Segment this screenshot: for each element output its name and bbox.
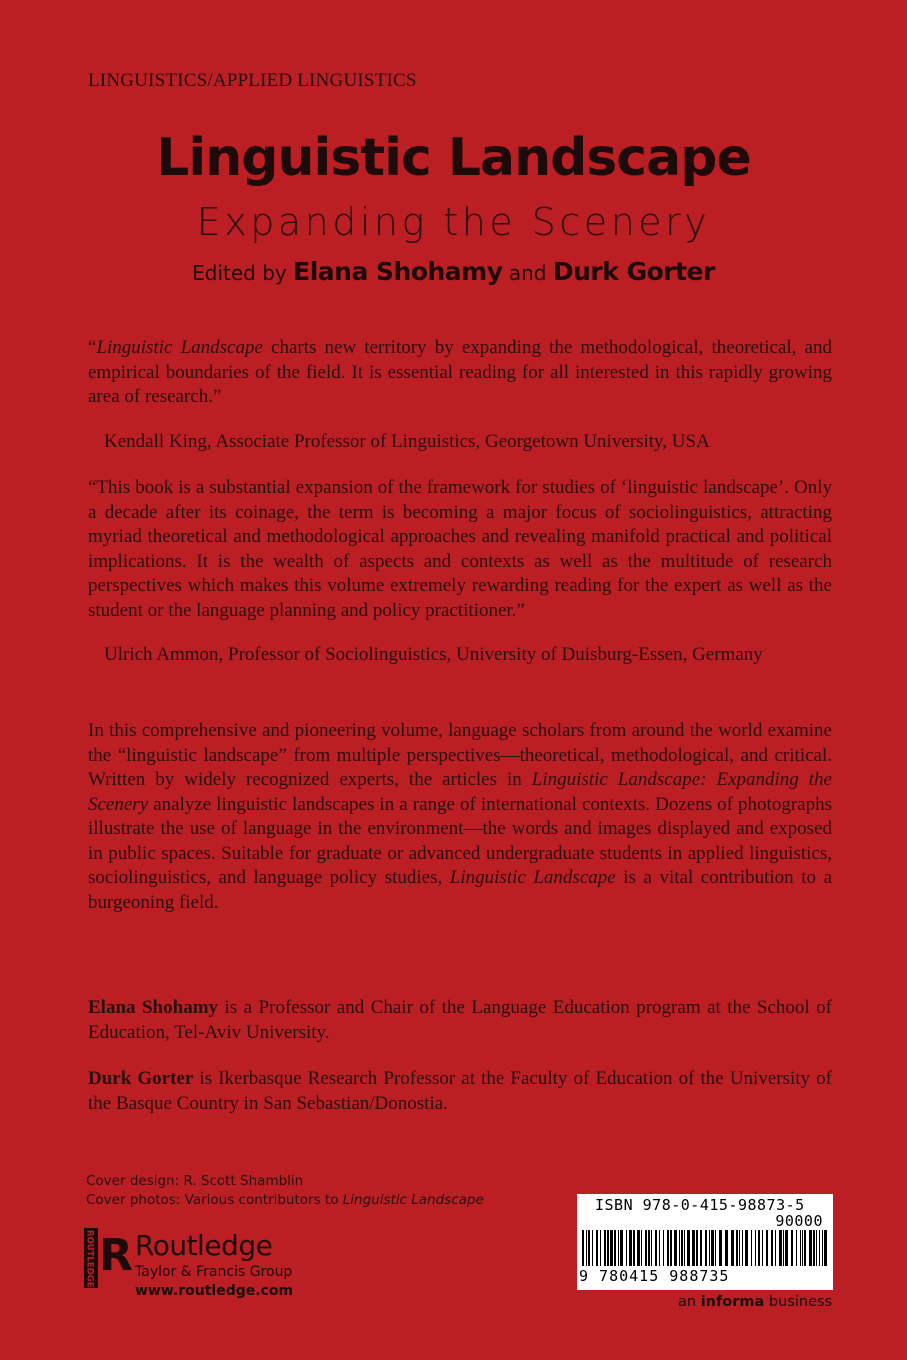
publisher-name: Routledge [135,1229,273,1262]
bio1-name: Elana Shohamy [88,997,219,1018]
barcode-bar [824,1230,827,1266]
quote-open: “ [88,337,97,358]
editor-name-1: Elana Shohamy [293,257,503,286]
informa-prefix: an [678,1294,701,1310]
barcode-bar [655,1230,657,1266]
barcode-bar [687,1230,690,1266]
barcode-bar [670,1230,672,1266]
endorsement-quote-2: “This book is a substantial expansion of the framework for studies of ‘linguistic landscape’. Only a decade after its coinage, the term is becoming a major focus of sociolinguistics, attracting myriad theoretical and methodological approaches and revealing manifold practical and political implications. It is the wealth of aspects and contexts as well as the multitude of research perspectives which makes this volume extremely rewarding reading for the expert as well as the student or the language planning and policy practitioner.” [88,477,832,621]
quote1-text: charts new territory by expanding the methodological, theoretical, and empirical boundaries of the field. It is essential reading for all interested in this rapidly growing area of research.” [88,337,832,407]
publisher-group: Taylor & Francis Group [135,1264,293,1280]
barcode-bar [696,1230,698,1266]
barcode-bar [607,1230,609,1266]
barcode-bar [582,1230,584,1266]
book-description [88,719,832,915]
barcode-bar [785,1230,788,1266]
barcode-bar [667,1230,669,1266]
description-italic-2: Linguistic Landscape [449,867,616,888]
barcode-bar [600,1230,601,1266]
barcode-bar [755,1230,756,1266]
barcode-bar [731,1230,734,1266]
barcode-bar [610,1230,613,1266]
barcode-bar [725,1230,728,1266]
description-italic-1: Linguistic Landscape: Expanding the Scenery [88,769,832,815]
and-label: and [508,261,547,285]
barcode-bar [804,1230,806,1266]
publisher-url: www.routledge.com [135,1283,294,1299]
barcode-bar [629,1230,632,1266]
barcode-bar [775,1230,776,1266]
barcode-bar [681,1230,683,1266]
price-code: 90000 [775,1212,823,1230]
book-subtitle: Expanding the Scenery [196,200,711,244]
barcode-bar [802,1230,803,1266]
barcode-bar [762,1230,763,1266]
barcode-bar [816,1230,817,1266]
book-title: Linguistic Landscape [156,128,751,188]
barcode-bar [809,1230,812,1266]
isbn-number: ISBN 978-0-415-98873-5 [595,1196,805,1214]
barcode-bar [596,1230,598,1266]
barcode-bar [819,1230,820,1266]
cover-photos-credit [86,1191,484,1210]
barcode-bar [800,1230,801,1266]
barcode-bar [641,1230,642,1266]
quote1-title-italic: Linguistic Landscape [96,337,263,358]
editor-bio-1 [88,996,832,1045]
barcode-bar [637,1230,640,1266]
editor-name-2: Durk Gorter [552,257,715,286]
barcode-bar [796,1230,797,1266]
barcode-digits: 9 780415 988735 [579,1267,730,1285]
logo-letter: R [99,1230,133,1281]
informa-tagline [678,1294,832,1310]
barcode-bar [791,1230,793,1266]
endorsement-quote-1 [88,336,832,410]
description-part-2: analyze linguistic landscapes in a range of international contexts. Dozens of photographs illustrate the use of language in the environment—the words and images displayed and exposed in public spaces. Suitable for graduate or advanced undergraduate students in applied linguistics, sociolinguistics, and language policy studies, [88,793,832,888]
barcode-bar [592,1230,593,1266]
barcode-bar [651,1230,652,1266]
barcode-bar [766,1230,768,1266]
barcode-bar [739,1230,740,1266]
barcode-bar [659,1230,660,1266]
cover-credits [86,1172,484,1210]
barcode-bar [684,1230,685,1266]
informa-brand: informa [700,1294,765,1310]
routledge-logo-icon [84,1228,133,1288]
editors-line [0,257,907,286]
barcode-bar [736,1230,738,1266]
bio2-name: Durk Gorter [88,1068,194,1089]
barcode-bar [620,1230,623,1266]
bio2-text: is Ikerbasque Research Professor at the Faculty of Education of the University of the Basque Country in San Sebastian/Donostia. [88,1068,832,1114]
barcode-bar [813,1230,815,1266]
logo-vertical-text: ROUTLEDGE [84,1230,95,1288]
barcode-bar [588,1230,590,1266]
barcode-bar [715,1230,716,1266]
edited-by-label: Edited by [192,261,287,285]
barcode-bar [645,1230,647,1266]
description-part-1: In this comprehensive and pioneering volume, language scholars from around the world examine the “linguistic landscape” from multiple perspectives—theoretical, methodological, and critical. Written by widely recognized experts, the articles in [88,720,832,790]
barcode-bars-icon [580,1230,830,1266]
barcode-bar [705,1230,707,1266]
category-label: LINGUISTICS/APPLIED LINGUISTICS [88,70,417,91]
barcode-bar [742,1230,743,1266]
barcode-bar [779,1230,782,1266]
publisher-block [135,1230,293,1300]
barcode-bar [626,1230,627,1266]
editor-bio-2 [88,1067,832,1116]
barcode-bar [745,1230,748,1266]
barcode-bar [604,1230,606,1266]
barcode-bar [711,1230,714,1266]
barcode-bar [674,1230,677,1266]
cover-design-credit: Cover design: R. Scott Shamblin [86,1173,304,1189]
barcode-bar [679,1230,680,1266]
endorsement-attribution-2: Ulrich Ammon, Professor of Sociolinguistics, University of Duisburg-Essen, Germany [104,644,763,665]
barcode-bar [751,1230,752,1266]
barcode-bar [586,1230,587,1266]
endorsement-attribution-1: Kendall King, Associate Professor of Linguistics, Georgetown University, USA [104,431,710,452]
barcode-bar [758,1230,760,1266]
barcode-bar [692,1230,695,1266]
bio1-text: is a Professor and Chair of the Language Education program at the School of Education, Tel-Aviv University. [88,997,833,1043]
barcode-bar [709,1230,710,1266]
barcode-bar [783,1230,784,1266]
barcode-bar [719,1230,722,1266]
isbn-barcode [577,1194,833,1290]
cover-photos-italic: Linguistic Landscape [342,1192,484,1208]
barcode-bar [663,1230,664,1266]
barcode-bar [700,1230,702,1266]
description-part-3: is a vital contribution to a burgeoning field. [88,867,833,913]
cover-photos-prefix: Cover photos: Various contributors to [86,1192,343,1208]
informa-suffix: business [764,1294,833,1310]
barcode-bar [633,1230,635,1266]
barcode-bar [771,1230,773,1266]
barcode-bar [614,1230,616,1266]
barcode-bar [822,1230,823,1266]
barcode-bar [648,1230,650,1266]
barcode-bar [618,1230,619,1266]
